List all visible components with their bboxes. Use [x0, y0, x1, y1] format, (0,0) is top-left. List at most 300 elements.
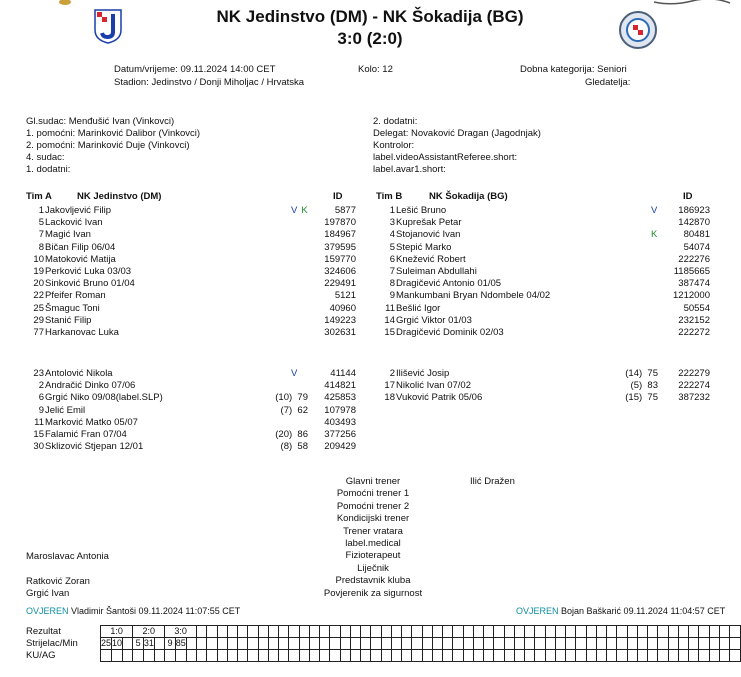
empty-cell — [607, 650, 617, 662]
empty-cell — [668, 626, 678, 638]
empty-cell — [699, 626, 709, 638]
player-number: 5 — [389, 241, 395, 253]
official-line: Delegat: Novaković Dragan (Jagodnjak) — [373, 128, 541, 139]
substitution-minute: (15) 75 — [625, 392, 658, 404]
verified-text: Bojan Baškarić 09.11.2024 11:04:57 CET — [561, 606, 726, 616]
official-line: 2. dodatni: — [373, 116, 418, 127]
staff-role: Fizioterapeut — [345, 550, 401, 562]
official-line: 2. pomoćni: Marinković Duje (Vinkovci) — [26, 140, 190, 151]
empty-cell — [494, 650, 504, 662]
player-name: Bešlić Igor — [396, 302, 441, 314]
captain-mark: K — [301, 205, 308, 216]
empty-cell — [525, 650, 535, 662]
empty-cell — [350, 650, 360, 662]
verified-text: Vladimir Šantoši 09.11.2024 11:07:55 CET — [71, 606, 241, 616]
empty-cell — [514, 638, 524, 650]
substitution-minute: (7) 62 — [280, 404, 308, 416]
player-number: 18 — [384, 392, 395, 404]
player-number: 3 — [389, 217, 395, 229]
player-name: Grgić Niko 09/08(label.SLP) — [45, 392, 163, 404]
player-id: 184967 — [324, 229, 356, 241]
empty-cell — [207, 638, 217, 650]
player-id: 41144 — [330, 368, 356, 379]
player-id: 209429 — [324, 441, 356, 453]
scorer-number-cell: 5 — [133, 638, 144, 650]
empty-cell — [289, 650, 299, 662]
empty-cell — [730, 650, 741, 662]
empty-cell — [627, 626, 637, 638]
empty-cell — [330, 626, 340, 638]
goal-minute-cell: 31 — [143, 638, 154, 648]
empty-cell — [227, 626, 237, 638]
empty-cell — [678, 626, 688, 638]
score-row-label: Strijelac/Min — [26, 638, 78, 649]
empty-cell — [494, 638, 504, 650]
player-number: 29 — [33, 314, 44, 326]
empty-cell — [607, 626, 617, 638]
empty-cell — [361, 626, 371, 638]
player-id: 1212000 — [673, 290, 710, 302]
match-stadium: Stadion: Jedinstvo / Donji Miholjac / Hrvatska — [114, 77, 305, 88]
empty-cell — [545, 650, 555, 662]
player-number: 9 — [389, 290, 395, 302]
empty-cell — [299, 638, 309, 650]
empty-cell — [699, 638, 709, 650]
empty-cell — [279, 626, 289, 638]
player-name: Antolović Nikola — [45, 368, 113, 379]
player-name: Vuković Patrik 05/06 — [396, 392, 483, 404]
player-id: 229491 — [324, 278, 356, 290]
empty-cell — [453, 626, 463, 638]
player-id: 222274 — [678, 380, 710, 392]
player-number: 19 — [33, 266, 44, 277]
empty-cell — [309, 650, 319, 662]
empty-cell — [719, 626, 729, 638]
empty-cell — [504, 638, 514, 650]
official-line: 1. pomoćni: Marinković Dalibor (Vinkovci) — [26, 128, 201, 139]
empty-cell — [432, 626, 442, 638]
empty-cell — [678, 650, 688, 662]
player-row — [0, 368, 741, 380]
home-club-logo — [93, 8, 123, 44]
empty-cell — [525, 638, 535, 650]
staff-role: Povjerenik za sigurnost — [323, 587, 423, 599]
empty-cell — [463, 626, 473, 638]
player-number: 77 — [33, 327, 44, 338]
empty-cell — [217, 650, 227, 662]
player-id: 5877 — [334, 205, 356, 216]
player-id: 387232 — [678, 392, 710, 404]
player-id: 222272 — [678, 327, 710, 338]
official-line: label.avar1.short: — [373, 164, 446, 175]
empty-cell — [473, 626, 483, 638]
player-id: 159770 — [324, 253, 356, 265]
player-name: Andračić Dinko 07/06 — [45, 380, 136, 392]
player-name: Suleiman Abdullahi — [396, 266, 477, 277]
empty-cell — [391, 650, 401, 662]
player-name: Jelić Emil — [45, 404, 86, 416]
empty-cell — [112, 650, 123, 662]
verification-left — [26, 606, 240, 616]
player-id: 149223 — [324, 314, 356, 326]
empty-cell — [566, 626, 576, 638]
empty-cell — [320, 638, 330, 650]
staff-role: label.medical — [345, 538, 401, 550]
goalkeeper-mark: V — [291, 368, 298, 379]
empty-cell — [443, 638, 453, 650]
empty-cell — [320, 650, 330, 662]
goalkeeper-mark: V — [651, 205, 658, 216]
player-number: 8 — [389, 278, 395, 290]
player-name: Knežević Robert — [396, 253, 466, 265]
player-row — [0, 217, 741, 229]
team-b-id-header: ID — [683, 191, 693, 202]
empty-cell — [432, 638, 442, 650]
official-line: label.videoAssistantReferee.short: — [373, 152, 518, 163]
player-number: 11 — [385, 302, 395, 314]
player-number: 15 — [384, 327, 395, 338]
spectators: Gledatelja: — [585, 77, 631, 88]
age-category: Dobna kategorija: Seniori — [520, 64, 627, 75]
empty-cell — [381, 638, 391, 650]
empty-cell — [689, 626, 699, 638]
substitution-minute: (10) 79 — [275, 392, 308, 404]
empty-cell — [391, 638, 401, 650]
player-number: 6 — [389, 253, 395, 265]
player-id: 80481 — [683, 229, 710, 241]
substitution-minute: (8) 58 — [280, 441, 308, 453]
empty-cell — [617, 626, 627, 638]
empty-cell — [586, 638, 596, 650]
staff-role: Kondicijski trener — [336, 513, 410, 525]
official-line: Kontrolor: — [373, 140, 415, 151]
empty-cell — [197, 638, 207, 650]
player-name: Matoković Matija — [45, 253, 116, 265]
player-row — [0, 392, 741, 404]
empty-cell — [381, 650, 391, 662]
player-name: Kuprešak Petar — [396, 217, 462, 229]
empty-cell — [350, 638, 360, 650]
empty-cell — [238, 650, 248, 662]
player-row — [0, 205, 741, 217]
empty-cell — [101, 650, 112, 662]
team-a-name: NK Jedinstvo (DM) — [77, 191, 162, 202]
substitution-minute: (20) 86 — [275, 429, 308, 440]
official-line: 4. sudac: — [26, 152, 65, 163]
empty-cell — [648, 650, 658, 662]
empty-cell — [730, 626, 741, 638]
empty-cell — [555, 626, 565, 638]
corner-signature-icon — [652, 0, 732, 6]
empty-cell — [596, 638, 606, 650]
player-number: 25 — [33, 302, 44, 314]
empty-cell — [689, 638, 699, 650]
empty-cell — [535, 638, 545, 650]
empty-cell — [689, 650, 699, 662]
empty-cell — [535, 650, 545, 662]
empty-cell — [668, 650, 678, 662]
player-name: Magić Ivan — [45, 229, 91, 241]
empty-cell — [576, 650, 586, 662]
empty-cell — [402, 626, 412, 638]
empty-cell — [197, 626, 207, 638]
result-row — [101, 626, 741, 638]
empty-cell — [207, 626, 217, 638]
player-id: 379595 — [324, 241, 356, 253]
empty-cell — [258, 638, 268, 650]
player-number: 15 — [33, 429, 44, 440]
empty-cell — [668, 638, 678, 650]
player-number: 7 — [389, 266, 395, 277]
player-row — [0, 254, 741, 266]
captain-mark: K — [651, 229, 658, 241]
player-name: Sinković Bruno 01/04 — [45, 278, 135, 290]
empty-cell — [143, 650, 154, 662]
empty-cell — [484, 638, 494, 650]
empty-cell — [186, 638, 196, 650]
player-number: 17 — [384, 380, 395, 392]
cards-row — [101, 650, 741, 662]
officials-left — [26, 116, 200, 176]
empty-cell — [637, 638, 647, 650]
player-row — [0, 229, 741, 241]
score-row-labels — [26, 626, 78, 662]
empty-cell — [123, 650, 133, 662]
corner-emblem-icon — [58, 0, 72, 6]
player-row — [0, 278, 741, 290]
player-id: 142870 — [678, 217, 710, 229]
empty-cell — [371, 626, 381, 638]
empty-cell — [484, 626, 494, 638]
officials-right — [373, 116, 541, 176]
empty-cell — [648, 626, 658, 638]
player-name: Sklizović Stjepan 12/01 — [45, 441, 144, 453]
substitution-minute: (5) 83 — [630, 380, 658, 392]
team-a-security: Grgić Ivan — [26, 588, 70, 599]
empty-cell — [658, 626, 668, 638]
player-number: 23 — [33, 368, 44, 379]
empty-cell — [494, 626, 504, 638]
player-id: 387474 — [678, 278, 710, 290]
substitution-minute: (14) 75 — [625, 368, 658, 379]
empty-cell — [289, 638, 299, 650]
empty-cell — [154, 650, 164, 662]
player-number: 6 — [38, 392, 44, 404]
empty-cell — [279, 650, 289, 662]
empty-cell — [412, 626, 422, 638]
empty-cell — [412, 638, 422, 650]
result-cell: 1:0 — [101, 626, 133, 638]
player-name: Lešić Bruno — [396, 205, 447, 216]
empty-cell — [371, 638, 381, 650]
player-name: Šmaguc Toni — [45, 302, 100, 314]
verified-label: OVJEREN — [26, 606, 69, 616]
empty-cell — [197, 650, 207, 662]
empty-cell — [586, 626, 596, 638]
empty-cell — [207, 650, 217, 662]
team-a-club-rep: Ratković Zoran — [26, 576, 90, 587]
team-b-label: Tim B — [376, 191, 403, 202]
player-id: 54074 — [683, 241, 710, 253]
scorer-row — [101, 638, 741, 650]
empty-cell — [154, 638, 164, 650]
player-id: 377256 — [324, 429, 356, 440]
player-name: Stojanović Ivan — [396, 229, 461, 241]
empty-cell — [217, 638, 227, 650]
player-name: Pfeifer Roman — [45, 290, 106, 302]
player-id: 414821 — [324, 380, 356, 392]
empty-cell — [227, 650, 237, 662]
empty-cell — [422, 650, 432, 662]
result-cell: 2:0 — [133, 626, 165, 638]
empty-cell — [709, 638, 719, 650]
empty-cell — [566, 638, 576, 650]
empty-cell — [248, 626, 258, 638]
empty-cell — [361, 650, 371, 662]
empty-cell — [402, 650, 412, 662]
empty-cell — [545, 638, 555, 650]
empty-cell — [730, 638, 741, 650]
empty-cell — [402, 638, 412, 650]
empty-cell — [637, 626, 647, 638]
empty-cell — [248, 638, 258, 650]
player-id: 324606 — [324, 266, 356, 277]
empty-cell — [504, 650, 514, 662]
empty-cell — [268, 626, 278, 638]
match-round: Kolo: 12 — [358, 64, 393, 75]
empty-cell — [699, 650, 709, 662]
player-row — [0, 327, 741, 339]
empty-cell — [658, 638, 668, 650]
player-id: 1185665 — [673, 266, 710, 277]
player-row — [0, 315, 741, 327]
team-b-head-coach: Ilić Dražen — [470, 476, 515, 487]
player-id: 222276 — [678, 253, 710, 265]
empty-cell — [371, 650, 381, 662]
player-name: Ilišević Josip — [396, 368, 450, 379]
score-grid — [100, 625, 741, 662]
empty-cell — [268, 650, 278, 662]
empty-cell — [709, 650, 719, 662]
empty-cell — [514, 650, 524, 662]
empty-cell — [617, 650, 627, 662]
player-number: 1 — [389, 205, 395, 216]
empty-cell — [330, 650, 340, 662]
player-name: Perković Luka 03/03 — [45, 266, 132, 277]
empty-cell — [473, 650, 483, 662]
match-score: 3:0 (2:0) — [337, 29, 403, 48]
empty-cell — [473, 638, 483, 650]
empty-cell — [217, 626, 227, 638]
empty-cell — [586, 650, 596, 662]
player-id: 5121 — [334, 290, 356, 302]
empty-cell — [186, 650, 196, 662]
empty-cell — [719, 638, 729, 650]
player-name: Jakovljević Filip — [45, 205, 111, 216]
player-name: Marković Matko 05/07 — [45, 416, 138, 428]
player-id: 302631 — [324, 327, 356, 338]
player-row — [0, 242, 741, 254]
empty-cell — [719, 650, 729, 662]
staff-role: Pomoćni trener 2 — [336, 500, 410, 512]
empty-cell — [566, 650, 576, 662]
player-name: Stanić Filip — [45, 314, 92, 326]
empty-cell — [340, 638, 350, 650]
player-id: 40960 — [329, 302, 356, 314]
player-number: 22 — [33, 290, 44, 302]
staff-role: Pomoćni trener 1 — [336, 488, 410, 500]
empty-cell — [525, 626, 535, 638]
empty-cell — [607, 638, 617, 650]
score-row-label: Rezultat — [26, 626, 61, 637]
result-cell: 3:0 — [165, 626, 197, 638]
empty-cell — [422, 626, 432, 638]
empty-cell — [258, 626, 268, 638]
player-number: 1 — [38, 205, 44, 216]
player-number: 2 — [389, 368, 395, 379]
empty-cell — [299, 626, 309, 638]
empty-cell — [709, 626, 719, 638]
player-name: Dragičević Antonio 01/05 — [396, 278, 502, 290]
empty-cell — [514, 626, 524, 638]
empty-cell — [648, 638, 658, 650]
player-name: Falamić Fran 07/04 — [45, 429, 127, 440]
empty-cell — [678, 638, 688, 650]
player-name: Stepić Marko — [396, 241, 452, 253]
player-row — [0, 429, 741, 441]
player-row — [0, 380, 741, 392]
player-number: 5 — [38, 217, 44, 229]
match-datetime: Datum/vrijeme: 09.11.2024 14:00 CET — [114, 64, 276, 75]
empty-cell — [412, 650, 422, 662]
empty-cell — [596, 650, 606, 662]
player-row — [0, 405, 741, 417]
player-row — [0, 303, 741, 315]
player-name: Mankumbani Bryan Ndombele 04/02 — [396, 290, 551, 302]
team-a-id-header: ID — [333, 191, 343, 202]
empty-cell — [320, 626, 330, 638]
player-number: 2 — [38, 380, 44, 392]
player-id: 232152 — [678, 314, 710, 326]
player-number: 30 — [33, 441, 44, 453]
goal-minute-cell: 85 — [175, 638, 186, 648]
empty-cell — [258, 650, 268, 662]
goal-minute-cell: 10 — [112, 638, 123, 648]
player-row — [0, 290, 741, 302]
empty-cell — [535, 626, 545, 638]
empty-cell — [361, 638, 371, 650]
empty-cell — [504, 626, 514, 638]
player-id: 197870 — [324, 217, 356, 229]
goalkeeper-mark: V — [291, 205, 298, 216]
empty-cell — [279, 638, 289, 650]
empty-cell — [289, 626, 299, 638]
empty-cell — [238, 638, 248, 650]
empty-cell — [340, 626, 350, 638]
empty-cell — [555, 638, 565, 650]
empty-cell — [463, 638, 473, 650]
empty-cell — [596, 626, 606, 638]
match-title: NK Jedinstvo (DM) - NK Šokadija (BG) — [216, 7, 524, 26]
empty-cell — [658, 650, 668, 662]
player-id: 425853 — [324, 392, 356, 404]
player-number: 9 — [38, 404, 44, 416]
empty-cell — [238, 626, 248, 638]
empty-cell — [555, 650, 565, 662]
empty-cell — [432, 650, 442, 662]
empty-cell — [227, 638, 237, 650]
player-id: 107978 — [324, 404, 356, 416]
